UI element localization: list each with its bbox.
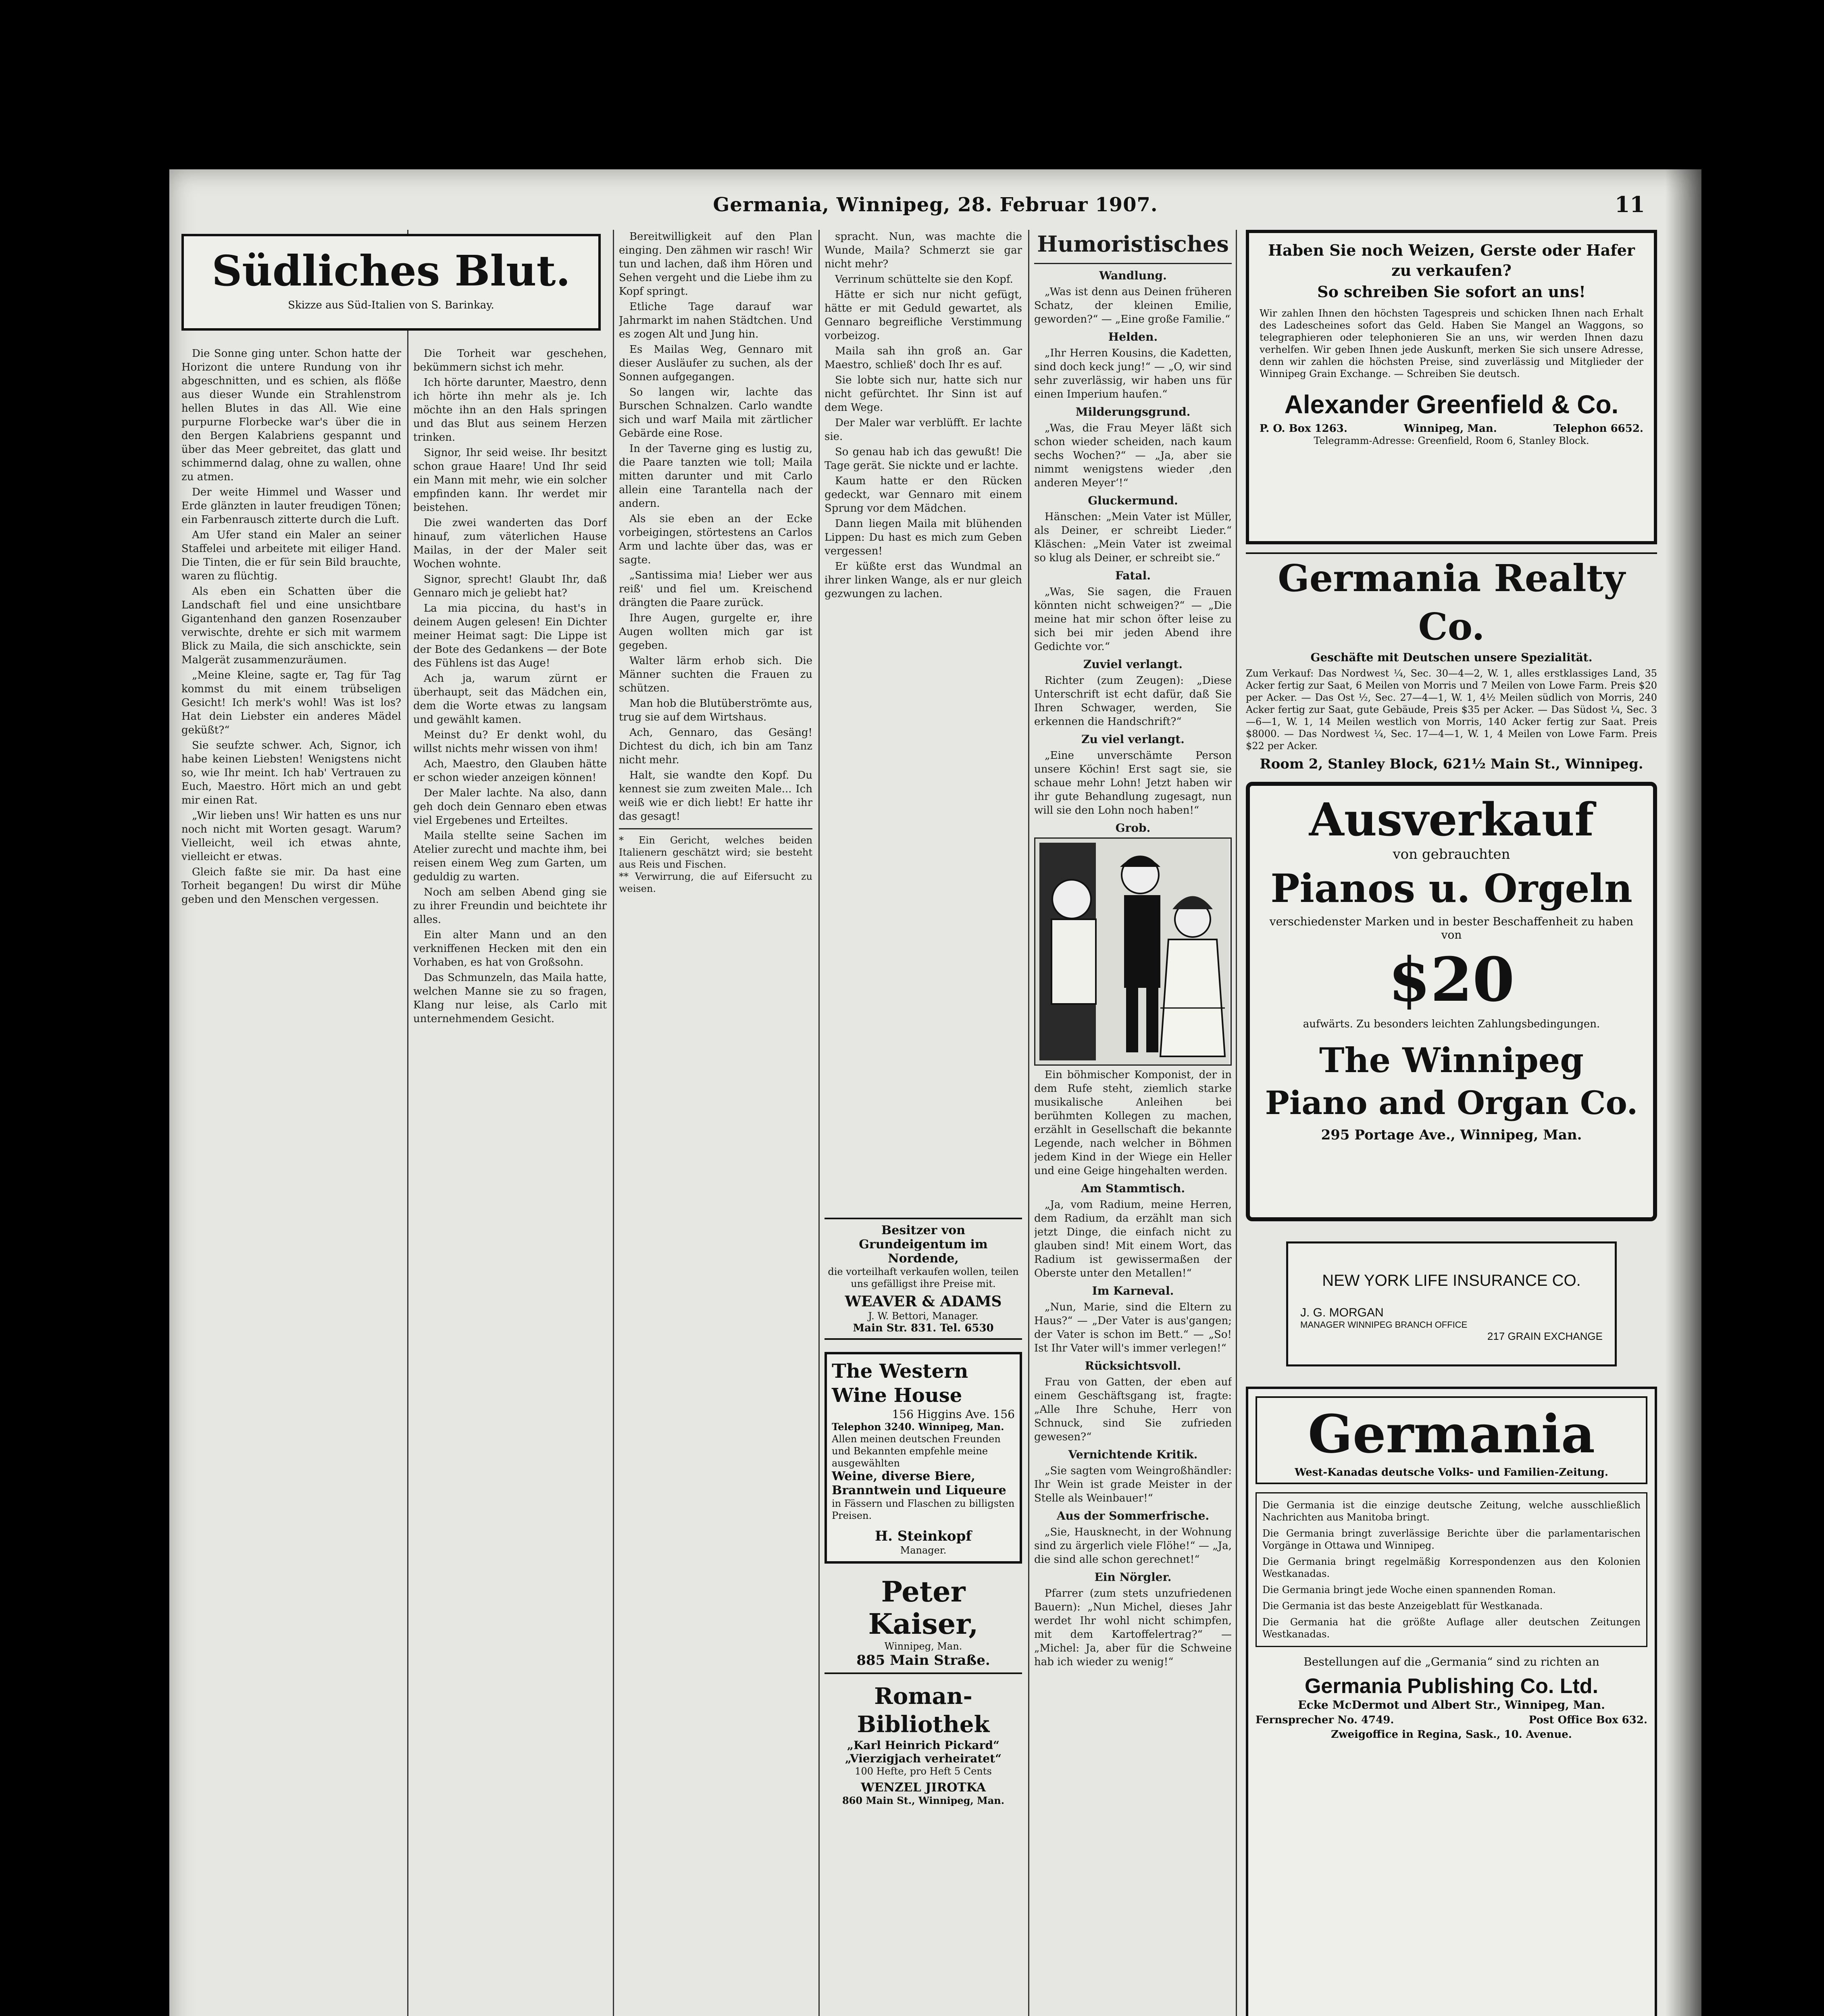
ad-book: „Karl Heinrich Pickard“ (847, 1739, 1000, 1752)
humor-item: Im Karneval. „Nun, Marie, sind die Eltern zu Haus?“ — „Der Vater is aus'gangen; der Vater is schon im Bett.“ — „So! Ist Ihr Vater will's immer verlegen!“ (1034, 1284, 1232, 1354)
humor-item: Ein Nörgler. Pfarrer (zum stets unzufriedenen Bauern): „Nun Michel, dieses Jahr werdet Ihr wohl nicht schimpfen, mit dem Kartoffelertrag?“ — „Michel: Ja, aber für die Schweine hab ich wieder zu wenig!“ (1034, 1570, 1232, 1668)
ad-book: „Vierzigjach verheiratet“ (845, 1752, 1002, 1765)
ad-heading: Ausverkauf (1309, 793, 1594, 846)
humor-item: Rücksichtsvoll. Frau von Gatten, der eben auf einem Geschäftsgang ist, fragte: „Alle Ihre Schuhe, Herr von Schnuck, sind Sie zufrieden gewesen?“ (1034, 1359, 1232, 1443)
masthead (169, 190, 1701, 226)
ad-contact-row (1260, 423, 1643, 435)
paragraph: Meinst du? Er denkt wohl, du willst nichts mehr wissen von ihm! (413, 729, 607, 755)
paragraph: In der Taverne ging es lustig zu, die Paare tanzten wie toll; Maila mitten darunter und mit Carlo allein eine Tarantella nach der andern. (619, 443, 812, 510)
ad-heading: Besitzer von Grundeigentum im Nordende, (859, 1223, 988, 1266)
paragraph: Maila sah ihn groß an. Gar Maestro, schließ' doch Ihr es auf. (825, 345, 1022, 371)
humor-item: Milderungsgrund. „Was, die Frau Meyer läßt sich schon wieder scheiden, nach kaum sechs Wochen?“ — „Ja, aber sie nimmt wenigstens wieder ‚den anderen Meyer‘!“ (1034, 405, 1232, 489)
ad-address: 217 GRAIN EXCHANGE (1487, 1330, 1603, 1342)
paragraph: Hätte er sich nur nicht gefügt, hätte er mit Geduld gewartet, als Gennaro begreifliche Verstimmung vorbeizog. (825, 289, 1022, 342)
paragraph: Die zwei wanderten das Dorf hinauf, zum väterlichen Hause Mailas, in der der Maler seit Wochen wohnte. (413, 517, 607, 570)
ad-germania-realty (1246, 552, 1657, 772)
ad-greenfield-grain (1246, 230, 1657, 544)
humor-item: Fatal. „Was, Sie sagen, die Frauen könnten nicht schweigen?“ — „Die meine hat mir schon öfter leise zu sich bei mir jeden Abend ihre Gedichte vor.“ (1034, 569, 1232, 653)
ad-subheading: von gebrauchten (1393, 846, 1510, 862)
ad-heading: So schreiben Sie sofort an uns! (1317, 283, 1586, 301)
paragraph: Am Ufer stand ein Maler an seiner Staffelei und arbeitete mit eiliger Hand. Die Tinten, die er für sein Bild brauchte, waren zu flüchtig. (181, 529, 401, 582)
ad-text: die vorteilhaft verkaufen wollen, teilen uns gefälligst ihre Preise mit. (828, 1266, 1019, 1289)
paragraph: Sie lobte sich nur, hatte sich nur nicht gefürchtet. Ihr Sinn ist auf dem Wege. (825, 374, 1022, 414)
germania-point: Die Germania ist die einzige deutsche Zeitung, welche ausschließlich Nachrichten aus Manitoba bringt. (1262, 1500, 1641, 1523)
humor-item: Grob. Ein böhmischer Komponist, der in dem Rufe steht, ziemlich starke musikalische Anleihen bei berühmten Kollegen zu machen, erzählt in Gesellschaft die bekannte Legende, nach welcher in Böhmen jedem Kind in der Wiege ein Heller und eine Geige hingehalten werden. (1034, 821, 1232, 1177)
ad-city: Winnipeg, Man. (1403, 423, 1497, 435)
ad-address: Main Str. 831. Tel. 6530 (853, 1322, 994, 1334)
paragraph: Kaum hatte er den Rücken gedeckt, war Gennaro mit einem Sprung vor dem Mädchen. (825, 475, 1022, 514)
ad-po-box: Post Office Box 632. (1528, 1714, 1647, 1726)
paragraph: So genau hab ich das gewußt! Die Tage gerät. Sie nickte und er lachte. (825, 446, 1022, 472)
germania-point: Die Germania bringt zuverlässige Berichte über die parlamentarischen Vorgänge in Ottawa und Winnipeg. (1262, 1528, 1641, 1551)
ad-address: 860 Main St., Winnipeg, Man. (842, 1795, 1005, 1806)
ad-name: H. Steinkopf (875, 1528, 972, 1544)
ad-po-box: P. O. Box 1263. (1260, 423, 1347, 435)
ad-address: Room 2, Stanley Block, 621½ Main St., Winnipeg. (1260, 756, 1643, 772)
ad-telegraph: Telegramm-Adresse: Greenfield, Room 6, Stanley Block. (1314, 435, 1589, 446)
cartoon-illustration (1034, 837, 1232, 1066)
ad-telephone: Fernsprecher No. 4749. (1256, 1714, 1394, 1726)
humor-item: Zu viel verlangt. „Eine unverschämte Person unsere Köchin! Erst sagt sie, sie schaue mehr Lohn! Jetzt haben wir ihr gute Behandlung zugesagt, nun will sie den Lohn noch haben!“ (1034, 733, 1232, 816)
paragraph: Als eben ein Schatten über die Landschaft fiel und eine unsichtbare Gigantenhand den ganzen Rosenzauber verwischte, drehte er sich mit warmem Blick zu Maila, die sich anschickte, sein Malgerät zusammenzuräumen. (181, 585, 401, 666)
germania-point: Die Germania bringt regelmäßig Korrespondenzen aus den Kolonien Westkanadas. (1262, 1556, 1641, 1579)
ad-price: $20 (1388, 944, 1515, 1015)
page-number: 11 (1614, 192, 1645, 217)
paragraph: Walter lärm erhob sich. Die Männer suchten die Frauen zu schützen. (619, 655, 812, 694)
paragraph: „Wir lieben uns! Wir hatten es uns nur noch nicht mit Worten gesagt. Warum? Vielleicht, weil ich etwas ahnte, vielleicht er etwas. (181, 810, 401, 863)
paragraph: Gleich faßte sie mir. Da hast eine Torheit begangen! Du wirst dir Mühe geben und den Menschen vergessen. (181, 866, 401, 906)
ad-subheading: West-Kanadas deutsche Volks- und Familien-Zeitung. (1295, 1466, 1608, 1479)
germania-title-box (1256, 1396, 1647, 1484)
column-rule (1236, 230, 1237, 2016)
ad-firm: Alexander Greenfield & Co. (1284, 390, 1619, 419)
ad-city: Winnipeg, Man. (884, 1641, 962, 1652)
column-rule (818, 230, 820, 2016)
paragraph: Ihre Augen, gurgelte er, ihre Augen wollten mich gar ist gegeben. (619, 612, 812, 652)
ad-weaver-adams (825, 1218, 1022, 1340)
ad-subheading: Geschäfte mit Deutschen unsere Spezialität. (1310, 651, 1593, 664)
humor-item: Gluckermund. Hänschen: „Mein Vater ist Müller, als Deiner, er schreibt Lieder.“ Kläschen: „Mein Vater ist zweimal so klug als Deiner, er schreibt sie.“ (1034, 494, 1232, 564)
ad-address: Ecke McDermot und Albert Str., Winnipeg, Man. (1298, 1698, 1605, 1712)
humor-item: Vernichtende Kritik. „Sie sagten vom Weingroßhändler: Ihr Wein ist grade Meister in der Stelle als Weinbauer!“ (1034, 1448, 1232, 1504)
humor-column (1034, 230, 1232, 2016)
paragraph: Signor, sprecht! Glaubt Ihr, daß Gennaro mich je geliebt hat? (413, 573, 607, 599)
ad-goods: Weine, diverse Biere, Branntwein und Liqueure (832, 1469, 1006, 1497)
ad-role: Manager. (900, 1545, 947, 1556)
ads-column-right (1246, 230, 1657, 2016)
story-text-col4 (825, 230, 1022, 1359)
paragraph: Bereitwilligkeit auf den Plan einging. Den zähmen wir rasch! Wir tun und lachen, daß ihm Hören und Sehen vergeht und die Liebe ihm zu Kopf springt. (619, 231, 812, 298)
ad-firm: Germania Publishing Co. Ltd. (1304, 1674, 1599, 1698)
ad-name: J. G. MORGAN (1300, 1306, 1384, 1319)
germania-points (1256, 1492, 1647, 1647)
humor-item: Wandlung. „Was ist denn aus Deinen früheren Schatz, der kleinen Emilie, geworden?“ — „Eine große Familie.“ (1034, 269, 1232, 325)
story-text-col3 (619, 230, 812, 2016)
story-text-col1 (181, 347, 401, 2016)
footnote: ** Verwirrung, die auf Eifersucht zu weisen. (619, 871, 812, 894)
paragraph: Ein alter Mann und an den verkniffenen Hecken mit den ein Vorhaben, es hat von Großsohn. (413, 929, 607, 968)
ads-column-4 (825, 1218, 1022, 2016)
paragraph: La mia piccina, du hast's in deinem Augen gelesen! Ein Dichter meiner Heimat sagt: Die Lippe ist der Bote des Gedankens — der Bote des Fühlens ist das Auge! (413, 602, 607, 669)
humor-item: Aus der Sommerfrische. „Sie, Hausknecht, in der Wohnung sind zu ärgerlich viele Flöhe!“ — „Ja, die sind alle schon gerechnet!“ (1034, 1509, 1232, 1566)
ad-terms: aufwärts. Zu besonders leichten Zahlungsbedingungen. (1303, 1018, 1600, 1030)
paragraph: „Meine Kleine, sagte er, Tag für Tag kommst du mit einem trübseligen Gesicht! Ich merk's wohl! Was ist los? Hat dein Liebster ein anderes Mädel geküßt?“ (181, 669, 401, 736)
germania-point: Die Germania bringt jede Woche einen spannenden Roman. (1262, 1584, 1556, 1595)
humor-item: Zuviel verlangt. Richter (zum Zeugen): „Diese Unterschrift ist echt dafür, daß Sie Ihren Schwager, werden, Sie erkennen die Handschrift?“ (1034, 658, 1232, 728)
ad-telephone: Telephon 6652. (1553, 423, 1643, 435)
story-text-col2 (413, 347, 607, 2016)
paragraph: „Santissima mia! Lieber wer aus reiß' und fiel um. Kreischend drängten die Paare zurück. (619, 569, 812, 609)
ad-role: MANAGER WINNIPEG BRANCH OFFICE (1300, 1320, 1468, 1330)
paragraph: Der weite Himmel und Wasser und Erde glänzten in lauter freudigen Tönen; ein Farbenrausch zitterte durch die Luft. (181, 486, 401, 526)
ad-person: J. W. Bettori, Manager. (868, 1310, 979, 1322)
germania-point: Die Germania hat die größte Auflage aller deutschen Zeitungen Westkanadas. (1262, 1616, 1641, 1640)
paragraph: Die Sonne ging unter. Schon hatte der Horizont die untere Rundung von ihr abgeschnitten, und es schien, als flöße aus dieser Wunde ein Strahlenstrom hellen Blutes in das All. Wie eine purpurne Florbecke war's über die in den Bergen Kalabriens gespannt und über das Meer gebreitet, das glatt und schimmernd dalag, ohne zu wallen, ohne zu atmen. (181, 348, 401, 483)
ad-heading: Haben Sie noch Weizen, Gerste oder Hafer zu verkaufen? (1268, 241, 1635, 279)
story-title-box (181, 234, 601, 331)
page-edge-shadow (1665, 169, 1701, 2016)
ad-heading: Germania Realty Co. (1278, 556, 1625, 648)
paragraph: Der Maler war verblüfft. Er lachte sie. (825, 417, 1022, 443)
ad-firm: WEAVER & ADAMS (845, 1293, 1002, 1310)
paragraph: Halt, sie wandte den Kopf. Du kennest sie zum zweiten Male... Ich weiß wie er dich liebt! Er hatte ihr das gesagt! (619, 769, 812, 823)
column-rule (1028, 230, 1029, 2016)
ad-product: Pianos u. Orgeln (1270, 866, 1632, 911)
paragraph: Der Maler lachte. Na also, dann geh doch dein Gennaro eben etwas viel Ergebenes und Erteiltes. (413, 787, 607, 827)
ad-firm: Piano and Organ Co. (1265, 1084, 1638, 1122)
ad-heading: Roman-Bibliothek (857, 1683, 990, 1738)
ad-contact-row (1256, 1714, 1647, 1726)
ad-name: WENZEL JIROTKA (860, 1781, 986, 1795)
ad-price: 100 Hefte, pro Heft 5 Cents (855, 1766, 992, 1777)
ad-heading: The Western Wine House (832, 1360, 968, 1407)
paragraph: Man hob die Blutüberströmte aus, trug sie auf dem Wirtshaus. (619, 698, 812, 723)
paragraph: Noch am selben Abend ging sie zu ihrer Freundin und beichtete ihr alles. (413, 886, 607, 926)
ad-telephone: Telephon 3240. Winnipeg, Man. (832, 1421, 1004, 1433)
ad-germania-newspaper (1246, 1387, 1657, 2016)
paragraph: Dann liegen Maila mit blühenden Lippen: Du hast es mich zum Geben vergessen! (825, 518, 1022, 557)
paragraph: Sie seufzte schwer. Ach, Signor, ich habe keinen Liebsten! Wenigstens nicht so, wie Ihr meint. Ich hab' Vertrauen zu Euch, Maestro. Hört mich an und gebt mir einen Rat. (181, 739, 401, 806)
ad-western-wine-house (825, 1352, 1022, 1564)
ad-address: 885 Main Straße. (856, 1652, 990, 1668)
ad-address: 156 Higgins Ave. 156 (892, 1408, 1015, 1421)
newspaper-page (169, 169, 1701, 2016)
paragraph: spracht. Nun, was machte die Wunde, Maila? Schmerzt sie gar nicht mehr? (825, 231, 1022, 270)
ad-text: verschiedenster Marken und in bester Beschaffenheit zu haben von (1269, 915, 1634, 941)
humor-item: Helden. „Ihr Herren Kousins, die Kadetten, sind doch keck jung!“ — „O, wir sind sehr zuverlässig, wir haben uns für einen Imperium haufen.“ (1034, 330, 1232, 400)
ad-address: 295 Portage Ave., Winnipeg, Man. (1321, 1127, 1582, 1143)
ad-text: Bestellungen auf die „Germania“ sind zu richten an (1303, 1655, 1599, 1668)
ad-text: Wir zahlen Ihnen den höchsten Tagespreis und schicken Ihnen nach Erhalt des Ladescheines sofort das Geld. Haben Sie Mangel an Waggons, so telegraphieren oder telephonieren Sie an uns, wir werden Ihnen dazu verhelfen. Wir geben Ihnen jede Auskunft, merken Sie sich unsere Adresse, denn wir zahlen die höchsten Preise, sind zuverlässig und Mitglieder der Winnipeg Grain Exchange. — Schreiben Sie deutsch. (1260, 308, 1643, 379)
paragraph: Ach ja, warum zürnt er überhaupt, seit das Mädchen ein, dem die Worte etwas zu langsam und gewählt kamen. (413, 673, 607, 726)
paragraph: Signor, Ihr seid weise. Ihr besitzt schon graue Haare! Und Ihr seid ein Mann mit mehr, wie ein solcher empfinden kann. Ihr werdet mir beistehen. (413, 447, 607, 514)
ad-text: in Fässern und Flaschen zu billigsten Preisen. (832, 1498, 1015, 1521)
story-subtitle: Skizze aus Süd-Italien von S. Barinkay. (288, 299, 494, 311)
ad-new-york-life (1286, 1241, 1617, 1366)
ad-heading: Germania (1308, 1403, 1595, 1465)
ad-piano-organ (1246, 782, 1657, 1221)
humor-item: Am Stammtisch. „Ja, vom Radium, meine Herren, dem Radium, da erzählt man sich jetzt Dinge, die einfach nicht zu glauben sind! Mit einem Wort, das Radium ist gewissermaßen der Oberste unter den Metallen!“ (1034, 1182, 1232, 1279)
paragraph: Als sie eben an der Ecke vorbeigingen, störtestens an Carlos Arm und lachte über das, was er sagte. (619, 513, 812, 566)
story-title: Südliches Blut. (212, 246, 571, 296)
ad-firm: The Winnipeg (1319, 1040, 1584, 1080)
ad-roman-bibliothek (825, 1682, 1022, 1807)
paragraph: Ach, Maestro, den Glauben hätte er schon wieder anzeigen können! (413, 758, 607, 784)
paragraph: Er küßte erst das Wundmal an ihrer linken Wange, als er nur gleich gezwungen zu lachen. (825, 560, 1022, 600)
masthead-title: Germania, Winnipeg, 28. Februar 1907. (713, 194, 1158, 216)
column-rule (613, 230, 614, 2016)
paragraph: Ach, Gennaro, das Gesäng! Dichtest du dich, ich bin am Tanz nicht mehr. (619, 727, 812, 766)
ad-branch: Zweigoffice in Regina, Sask., 10. Avenue. (1331, 1729, 1572, 1741)
paragraph: Maila stellte seine Sachen im Atelier zurecht und machte ihm, bei reisen einem Weg zum Garten, um geduldig zu warten. (413, 830, 607, 883)
ad-peter-kaiser (825, 1576, 1022, 1674)
ad-text: Zum Verkauf: Das Nordwest ¼, Sec. 30—4—2, W. 1, alles erstklassiges Land, 35 Acker fertig zur Saat, 6 Meilen von Morris und 7 Meilen von Lowe Farm. Preis $20 per Acker. — Das Ost ½, Sec. 27—4—1, W. 1, 4½ Meilen südlich von Morris, 240 Acker fertig zur Saat, gute Gebäude, Preis $35 per Acker. — Das Südost ¼, Sec. 3—6—1, W. 1, 14 Meilen westlich von Morris, 140 Acker fertig zur Saat. Preis $8000. — Das Nordwest ¼, Sec. 17—4—1, W. 1, 4 Meilen von Lowe Farm. Preis $22 per Acker. (1246, 668, 1657, 752)
paragraph: Es Mailas Weg, Gennaro mit dieser Ausläufer zu suchen, als der Sonnen aufgegangen. (619, 344, 812, 383)
paragraph: Verrinum schüttelte sie den Kopf. (835, 273, 1013, 285)
paragraph: Ich hörte darunter, Maestro, denn ich hörte ihn mehr als je. Ich möchte ihn an den Hals springen und das Blut aus seinem Herzen trinken. (413, 377, 607, 444)
germania-point: Die Germania ist das beste Anzeigeblatt für Westkanada. (1262, 1600, 1543, 1612)
footnote: * Ein Gericht, welches beiden Italienern geschätzt wird; sie besteht aus Reis und Fischen. (619, 835, 812, 870)
paragraph: So langen wir, lachte das Burschen Schnalzen. Carlo wandte sich und warf Maila mit zärtlicher Gebärde eine Rose. (619, 386, 812, 439)
paragraph: Die Torheit war geschehen, bekümmern sichst ich mehr. (413, 348, 607, 373)
paragraph: Das Schmunzeln, das Maila hatte, welchen Manne sie zu so fragen, Klang nur leise, als Carlo mit unternehmendem Gesicht. (413, 972, 607, 1025)
ad-heading: Peter Kaiser, (868, 1575, 979, 1641)
humor-title: Humoristisches (1037, 231, 1229, 257)
ad-text: Allen meinen deutschen Freunden und Bekannten empfehle meine ausgewählten (832, 1433, 1001, 1469)
ad-heading: NEW YORK LIFE INSURANCE CO. (1322, 1272, 1581, 1289)
paragraph: Etliche Tage darauf war Jahrmarkt im nahen Städtchen. Und es zogen Alt und Jung hin. (619, 301, 812, 340)
